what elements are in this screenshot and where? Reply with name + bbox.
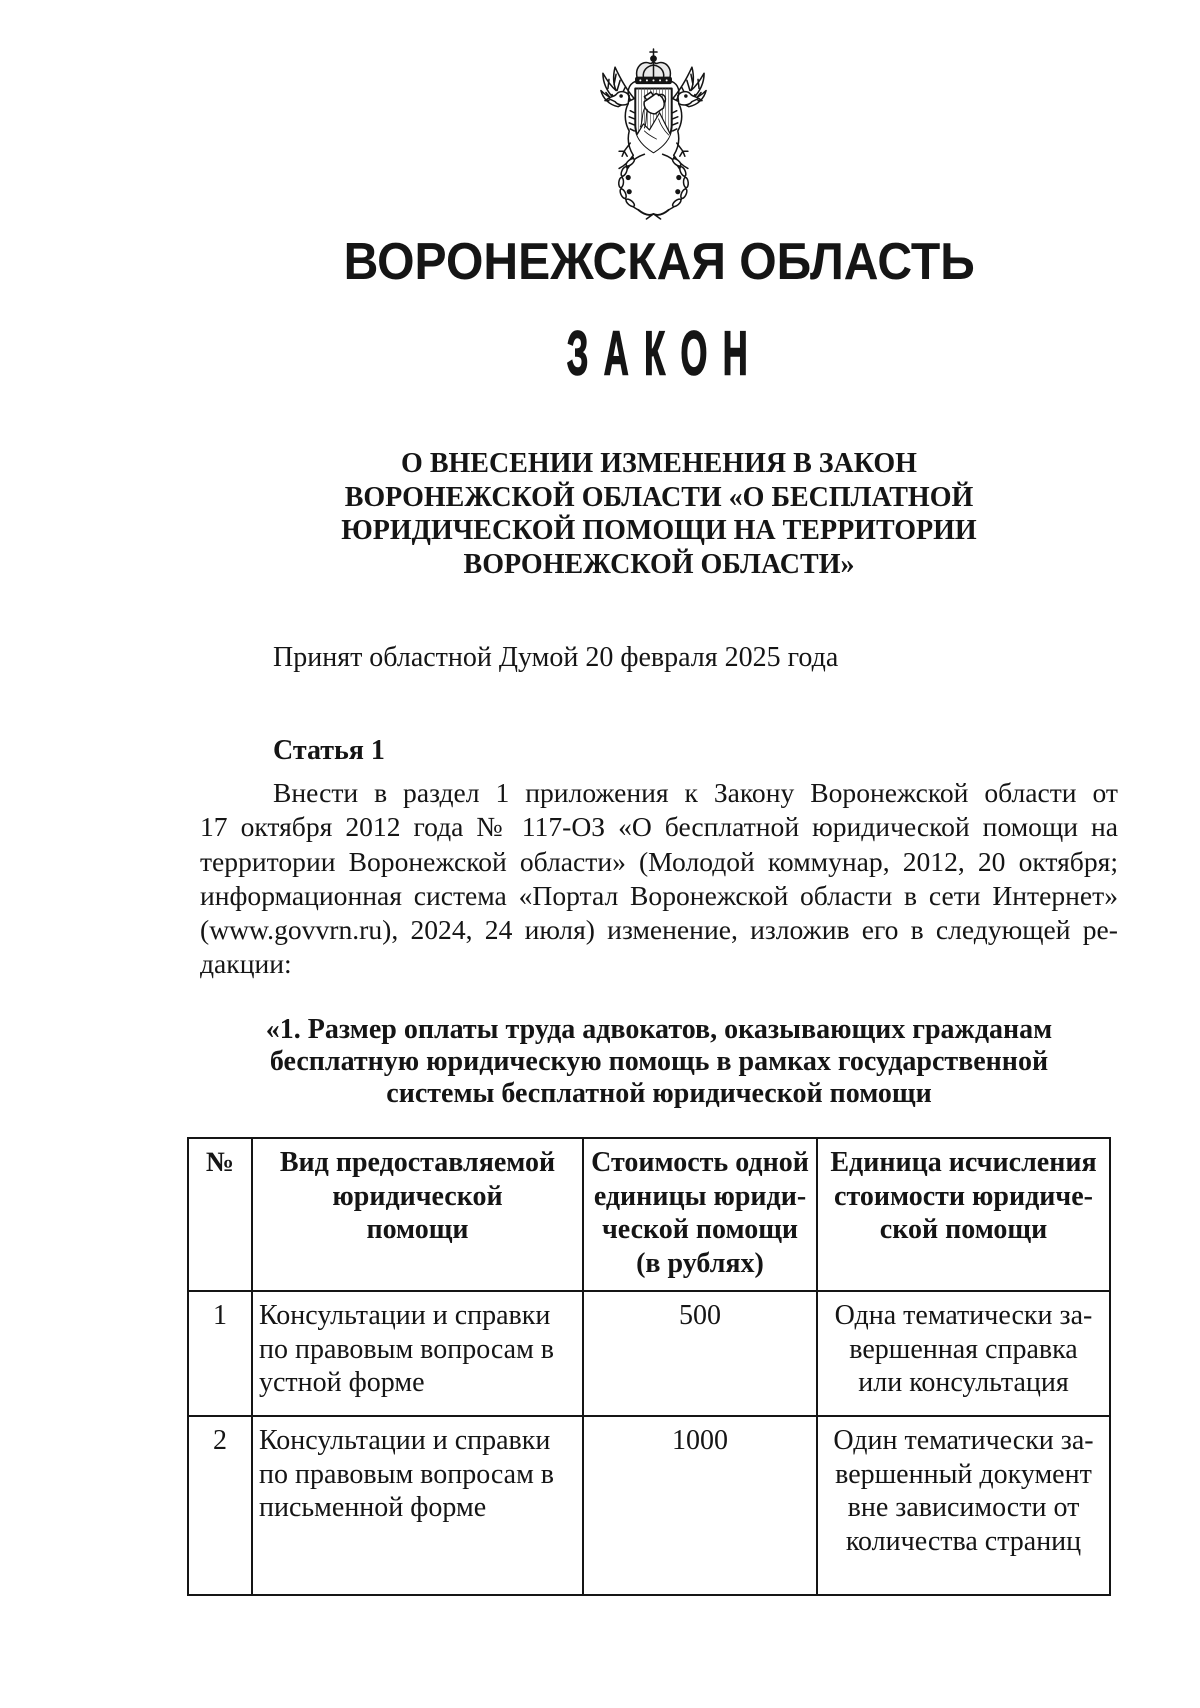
unit-line: вершенный документ xyxy=(835,1458,1092,1490)
unit-line: количества страниц xyxy=(845,1525,1082,1557)
cost-cell: 1000 xyxy=(584,1417,818,1596)
law-title-line: ВОРОНЕЖСКОЙ ОБЛАСТИ» xyxy=(463,548,855,580)
adoption-note: Принят областной Думой 20 февраля 2025 года xyxy=(273,642,839,673)
fee-table xyxy=(187,1137,1111,1596)
cost-cell: 500 xyxy=(584,1292,818,1417)
law-title xyxy=(200,447,1118,581)
service-line: Консультации и справки xyxy=(259,1425,551,1456)
service-line: Консультации и справки xyxy=(259,1300,551,1331)
paragraph-line: территории Воронежской области» (Молодой коммунар, 2012, 20 октября; xyxy=(200,845,1118,877)
service-line: по правовым вопросам в xyxy=(259,1458,555,1490)
paragraph-line: 17 октября 2012 года № 117-ОЗ «О бесплатной юридической помощи на xyxy=(200,811,1118,843)
unit-line: вне зависимости от xyxy=(847,1492,1080,1524)
header-line: юридической xyxy=(332,1180,503,1212)
law-title-line: ВОРОНЕЖСКОЙ ОБЛАСТИ «О БЕСПЛАТНОЙ xyxy=(344,481,974,513)
law-title-line: О ВНЕСЕНИИ ИЗМЕНЕНИЯ В ЗАКОН xyxy=(401,448,917,479)
unit-line: Один тематически за- xyxy=(833,1425,1094,1456)
column-header-unit xyxy=(818,1139,1111,1292)
header-line: единицы юриди- xyxy=(593,1180,807,1212)
unit-cell xyxy=(818,1417,1111,1596)
service-line: устной форме xyxy=(259,1367,425,1399)
row-number: 2 xyxy=(189,1417,253,1596)
document-type xyxy=(200,320,1118,390)
section-heading xyxy=(200,1014,1118,1110)
service-cell xyxy=(253,1292,584,1417)
service-line: по правовым вопросам в xyxy=(259,1333,555,1365)
header-line: ской помощи xyxy=(879,1214,1048,1246)
header-line: Вид предоставляемой xyxy=(279,1147,556,1178)
article-paragraph xyxy=(200,776,1118,982)
column-header-number xyxy=(189,1139,253,1292)
row-number: 1 xyxy=(189,1292,253,1417)
paragraph-line: Внести в раздел 1 приложения к Закону Воронежской области от xyxy=(273,777,1118,808)
section-heading-line: «1. Размер оплаты труда адвокатов, оказывающих гражданам xyxy=(265,1014,1053,1045)
unit-line: Одна тематически за- xyxy=(834,1300,1093,1331)
unit-line: вершенная справка xyxy=(849,1333,1078,1365)
unit-cell xyxy=(818,1292,1111,1417)
article-heading: Статья 1 xyxy=(273,735,385,766)
paragraph-line: дакции: xyxy=(200,948,292,980)
header-line: помощи xyxy=(366,1214,469,1246)
paragraph-line: информационная система «Портал Воронежской области в сети Интернет» xyxy=(200,879,1118,911)
header-line: № xyxy=(205,1147,235,1178)
column-header-cost xyxy=(584,1139,818,1292)
header-line: (в рублях) xyxy=(636,1247,764,1279)
service-line: письменной форме xyxy=(259,1492,487,1524)
paragraph-line: (www.govvrn.ru), 2024, 24 июля) изменение, изложив его в следующей ре- xyxy=(200,914,1118,946)
coat-of-arms-icon xyxy=(576,48,731,220)
document-type-text: З А К О Н xyxy=(567,319,751,389)
section-heading-line: бесплатную юридическую помощь в рамках государственной xyxy=(269,1046,1049,1077)
header-line: Стоимость одной xyxy=(591,1147,809,1178)
region-name-text: ВОРОНЕЖСКАЯ ОБЛАСТЬ xyxy=(343,233,975,291)
law-title-line: ЮРИДИЧЕСКОЙ ПОМОЩИ НА ТЕРРИТОРИИ xyxy=(341,515,977,546)
header-line: Единица исчисления xyxy=(830,1147,1097,1178)
header-line: ческой помощи xyxy=(602,1214,798,1246)
service-cell xyxy=(253,1417,584,1596)
region-name xyxy=(200,228,1118,296)
unit-line: или консультация xyxy=(858,1367,1069,1399)
column-header-service xyxy=(253,1139,584,1292)
section-heading-line: системы бесплатной юридической помощи xyxy=(386,1078,932,1109)
header-line: стоимости юридиче- xyxy=(834,1180,1093,1212)
